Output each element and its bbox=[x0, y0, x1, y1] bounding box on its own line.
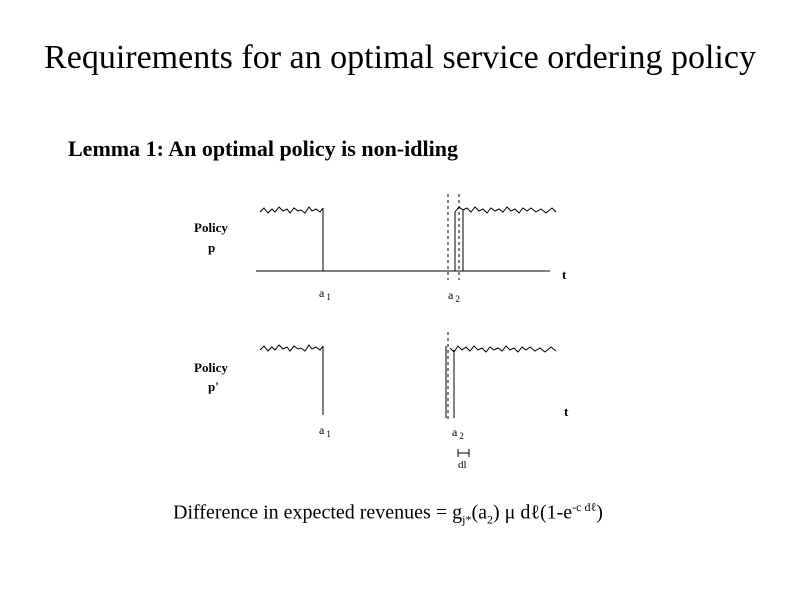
top-policy-label: Policy bbox=[194, 220, 228, 235]
bottom-busy-trace-2 bbox=[450, 346, 556, 352]
formula-a-subscript: 2 bbox=[487, 512, 493, 527]
revenue-difference-formula bbox=[173, 500, 603, 528]
top-panel bbox=[194, 194, 567, 304]
top-policy-symbol: p bbox=[208, 240, 216, 255]
dl-label: dl bbox=[458, 459, 467, 471]
bottom-policy-symbol: p' bbox=[208, 379, 219, 394]
formula-a-close: ) bbox=[493, 501, 500, 524]
top-axis-t-label: t bbox=[562, 267, 567, 282]
bottom-a1-label: a $_1$ bbox=[319, 423, 331, 439]
policy-comparison-diagram bbox=[180, 180, 620, 480]
formula-close: ) bbox=[596, 501, 603, 524]
slide-title: Requirements for an optimal service ordering policy bbox=[44, 39, 756, 76]
bottom-busy-trace-1 bbox=[260, 345, 323, 351]
formula-mu: μ bbox=[504, 501, 516, 524]
bottom-a2-label: a $_2$ bbox=[452, 425, 464, 441]
bottom-panel bbox=[194, 332, 569, 471]
dl-interval-marker bbox=[458, 449, 469, 457]
bottom-axis-t-label: t bbox=[564, 404, 569, 419]
bottom-policy-label: Policy bbox=[194, 360, 228, 375]
formula-prefix: Difference in expected revenues = g bbox=[173, 501, 463, 524]
formula-a-open: (a bbox=[471, 501, 487, 524]
top-busy-trace-1 bbox=[260, 207, 323, 213]
top-busy-trace-2 bbox=[455, 207, 556, 213]
lemma-statement: Lemma 1: An optimal policy is non-idling bbox=[68, 136, 458, 161]
top-a1-label: a $_1$ bbox=[319, 286, 331, 302]
top-a2-label: a $_2$ bbox=[448, 288, 460, 304]
formula-exponent: -c dℓ bbox=[572, 500, 597, 514]
formula-dl: dℓ(1-e bbox=[520, 501, 573, 524]
formula-g-subscript: j* bbox=[462, 512, 472, 527]
